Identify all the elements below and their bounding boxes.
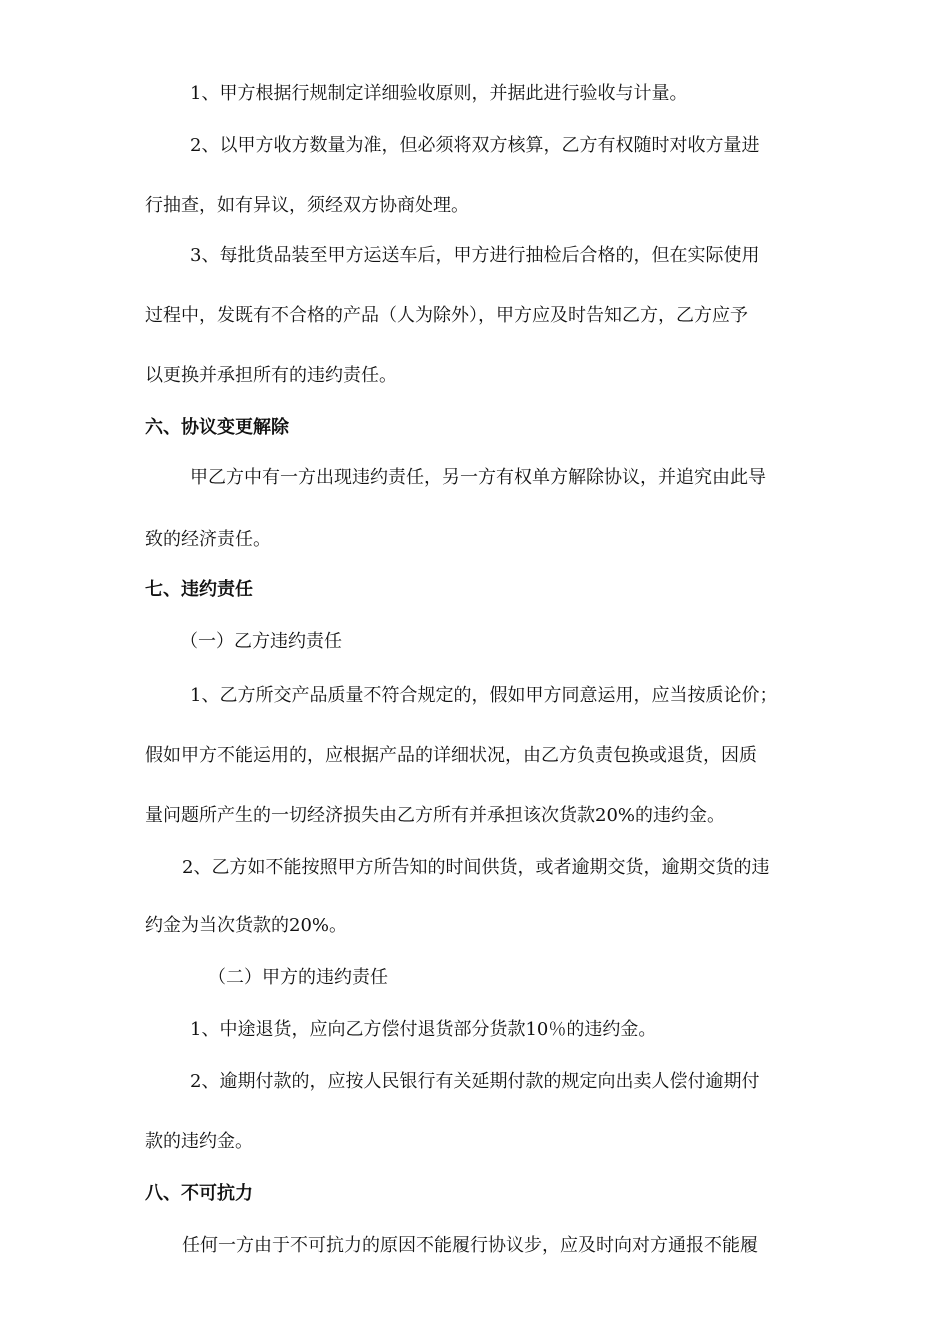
paragraph-line-6: 以更换并承担所有的违约责任。 xyxy=(145,365,397,386)
paragraph-line-14: 1、中途退货，应向乙方偿付退货部分货款10％的违约金。 xyxy=(190,1019,657,1040)
paragraph-line-9: 1、乙方所交产品质量不符合规定的，假如甲方同意运用，应当按质论价； xyxy=(190,685,778,706)
paragraph-line-8: 致的经济责任。 xyxy=(145,529,271,550)
paragraph-line-10: 假如甲方不能运用的，应根据产品的详细状况，由乙方负责包换或退货，因质 xyxy=(145,745,757,766)
section-heading-7: 七、违约责任 xyxy=(145,579,253,600)
subsection-heading-2: （二）甲方的违约责任 xyxy=(208,967,388,988)
paragraph-line-5: 过程中，发既有不合格的产品（人为除外），甲方应及时告知乙方，乙方应予 xyxy=(145,305,748,326)
paragraph-line-12: 2、乙方如不能按照甲方所告知的时间供货，或者逾期交货，逾期交货的违 xyxy=(182,857,770,878)
paragraph-line-1: 1、甲方根据行规制定详细验收原则，并据此进行验收与计量。 xyxy=(190,83,688,104)
subsection-heading-1: （一）乙方违约责任 xyxy=(180,631,342,652)
paragraph-line-2: 2、以甲方收方数量为准，但必须将双方核算，乙方有权随时对收方量进 xyxy=(190,135,760,156)
section-heading-6: 六、协议变更解除 xyxy=(145,417,289,438)
paragraph-line-17: 任何一方由于不可抗力的原因不能履行协议步，应及时向对方通报不能履 xyxy=(182,1235,758,1256)
paragraph-line-4: 3、每批货品装至甲方运送车后，甲方进行抽检后合格的，但在实际使用 xyxy=(190,245,760,266)
paragraph-line-3: 行抽查，如有异议，须经双方协商处理。 xyxy=(145,195,469,216)
section-heading-8: 八、不可抗力 xyxy=(145,1183,253,1204)
paragraph-line-11: 量问题所产生的一切经济损失由乙方所有并承担该次货款20%的违约金。 xyxy=(145,805,726,826)
paragraph-line-7: 甲乙方中有一方出现违约责任，另一方有权单方解除协议，并追究由此导 xyxy=(190,467,766,488)
paragraph-line-13: 约金为当次货款的20%。 xyxy=(145,915,348,936)
paragraph-line-15: 2、逾期付款的，应按人民银行有关延期付款的规定向出卖人偿付逾期付 xyxy=(190,1071,760,1092)
paragraph-line-16: 款的违约金。 xyxy=(145,1131,253,1152)
